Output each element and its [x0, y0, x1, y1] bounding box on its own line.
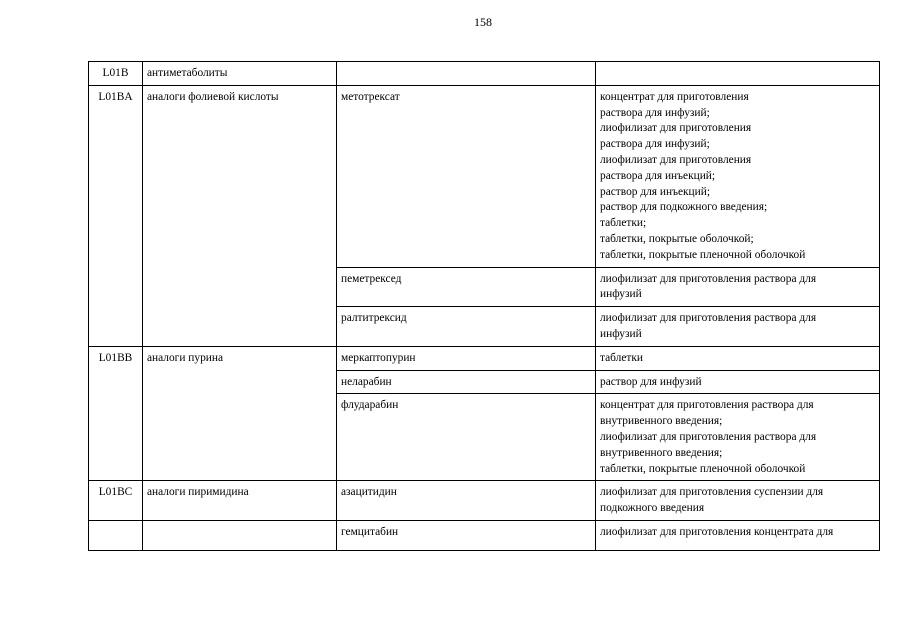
drug-name-cell: флударабин: [337, 394, 596, 481]
dosage-form-line: лиофилизат для приготовления: [600, 122, 752, 135]
table-row: [89, 520, 880, 550]
table-row: [89, 85, 880, 267]
dosage-form-line: внутривенного введения;: [600, 415, 723, 428]
dosage-forms-cell: [596, 267, 880, 307]
page-number: 158: [474, 15, 492, 29]
atc-code-cell: L01B: [89, 62, 143, 86]
dosage-form-line: лиофилизат для приготовления раствора для: [600, 272, 817, 285]
dosage-form-line: концентрат для приготовления раствора для: [600, 399, 814, 412]
drug-name-cell: метотрексат: [337, 85, 596, 267]
dosage-forms-cell: [596, 394, 880, 481]
table-row: [89, 346, 880, 370]
drug-name-cell: ралтитрексид: [337, 307, 596, 347]
dosage-form-line: раствор для подкожного введения;: [600, 201, 768, 214]
dosage-form-line: раствор для инфузий: [600, 375, 702, 388]
table-row: [89, 481, 880, 521]
group-name-cell: аналоги пиримидина: [143, 481, 337, 521]
dosage-forms-cell: [596, 62, 880, 86]
group-name-cell: антиметаболиты: [143, 62, 337, 86]
dosage-form-line: лиофилизат для приготовления раствора для: [600, 312, 817, 325]
atc-code-cell: L01BC: [89, 481, 143, 521]
dosage-forms-cell: [596, 370, 880, 394]
dosage-form-line: внутривенного введения;: [600, 446, 723, 459]
dosage-form-line: подкожного введения: [600, 502, 705, 515]
group-name-cell: аналоги фолиевой кислоты: [143, 85, 337, 346]
dosage-form-line: раствора для инъекций;: [600, 169, 716, 182]
dosage-form-line: таблетки;: [600, 217, 647, 230]
atc-code-cell: L01BA: [89, 85, 143, 346]
dosage-form-line: таблетки: [600, 351, 644, 364]
dosage-form-line: лиофилизат для приготовления: [600, 153, 752, 166]
group-name-cell: [143, 520, 337, 550]
dosage-forms-cell: [596, 85, 880, 267]
dosage-form-line: инфузий: [600, 327, 642, 340]
dosage-form-line: лиофилизат для приготовления концентрата для: [600, 525, 834, 538]
drug-name-cell: [337, 62, 596, 86]
dosage-form-line: таблетки, покрытые пленочной оболочкой: [600, 462, 806, 475]
dosage-form-line: инфузий: [600, 288, 642, 301]
group-name-cell: аналоги пурина: [143, 346, 337, 481]
dosage-forms-cell: [596, 307, 880, 347]
dosage-forms-cell: [596, 346, 880, 370]
drug-name-cell: азацитидин: [337, 481, 596, 521]
dosage-form-line: раствор для инъекций;: [600, 185, 711, 198]
drug-name-cell: меркаптопурин: [337, 346, 596, 370]
drug-name-cell: гемцитабин: [337, 520, 596, 550]
drug-name-cell: неларабин: [337, 370, 596, 394]
dosage-form-line: таблетки, покрытые оболочкой;: [600, 232, 754, 245]
dosage-forms-cell: [596, 520, 880, 550]
dosage-form-line: лиофилизат для приготовления суспензии для: [600, 486, 824, 499]
dosage-form-line: раствора для инфузий;: [600, 106, 710, 119]
dosage-form-line: раствора для инфузий;: [600, 138, 710, 151]
dosage-form-line: лиофилизат для приготовления раствора для: [600, 430, 817, 443]
dosage-forms-cell: [596, 481, 880, 521]
dosage-form-line: концентрат для приготовления: [600, 90, 749, 103]
atc-classification-table: [88, 61, 880, 551]
atc-code-cell: L01BB: [89, 346, 143, 481]
table-row: [89, 62, 880, 86]
drug-name-cell: пеметрексед: [337, 267, 596, 307]
dosage-form-line: таблетки, покрытые пленочной оболочкой: [600, 248, 806, 261]
atc-code-cell: [89, 520, 143, 550]
